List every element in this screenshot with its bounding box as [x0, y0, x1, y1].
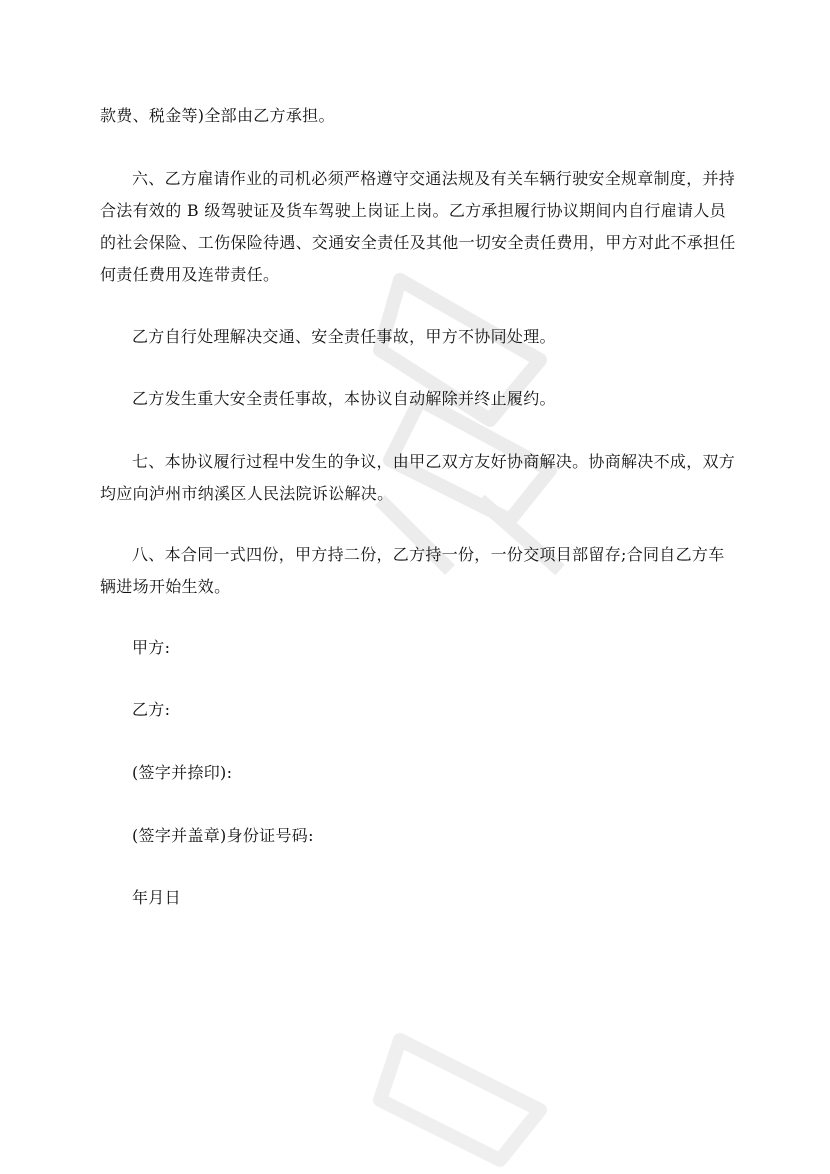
party-a-label: 甲方: [132, 638, 171, 657]
party-b-label: 乙方: [132, 700, 171, 719]
clause-seven: 七、本协议履行过程中发生的争议，由甲乙双方友好协商解决。协商解决不成，双方均应向泸州市纳溪区人民法院诉讼解决。 [100, 452, 736, 503]
watermark-graphic-bottom [360, 1000, 580, 1174]
sign-fingerprint-label: (签字并捺印): [132, 763, 233, 782]
clause-six: 六、乙方雇请作业的司机必须严格遵守交通法规及有关车辆行驶安全规章制度，并持合法有效的 B 级驾驶证及货车驾驶上岗证上岗。乙方承担履行协议期间内自行雇请人员的社会保险、工伤保险待遇、交通安全责任及其他一切安全责任费用，甲方对此不承担任何责任费用及连带责任。 [100, 169, 736, 284]
clause-six-accident-handling: 乙方自行处理解决交通、安全责任事故，甲方不协同处理。 [132, 327, 556, 346]
clause-eight: 八、本合同一式四份，甲方持二份，乙方持一份，一份交项目部留存;合同自乙方车辆进场开始生效。 [100, 545, 725, 596]
clause-six-termination: 乙方发生重大安全责任事故，本协议自动解除并终止履约。 [132, 389, 556, 408]
paragraph-continuation: 款费、税金等)全部由乙方承担。 [100, 106, 335, 125]
date-label: 年月日 [132, 888, 181, 907]
sign-seal-id-label: (签字并盖章)身份证号码: [132, 826, 314, 845]
